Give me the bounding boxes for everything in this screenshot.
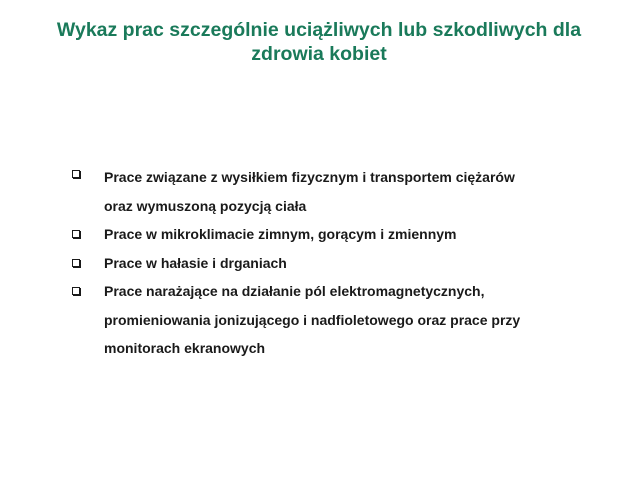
bullet-line: monitorach ekranowych	[104, 340, 266, 356]
bullet-item	[70, 249, 610, 278]
bullet-line: promieniowania jonizującego i nadfioletowego oraz prace przy	[104, 311, 521, 328]
slide-title	[20, 18, 618, 66]
square-bullet-icon	[72, 259, 80, 267]
bullet-item	[70, 277, 610, 363]
bullet-item	[70, 163, 610, 220]
square-bullet-icon	[72, 230, 80, 238]
bullet-line: oraz wymuszoną pozycją ciała	[104, 197, 307, 214]
bullet-line: Prace związane z wysiłkiem fizycznym i transportem ciężarów	[104, 169, 515, 185]
bullet-line: Prace narażające na działanie pól elektromagnetycznych,	[104, 283, 485, 299]
bullet-text	[104, 249, 610, 278]
bullet-line: Prace w hałasie i drganiach	[104, 254, 287, 271]
bullet-text	[104, 277, 610, 363]
bullet-list	[70, 170, 610, 363]
slide-title-line-1: Wykaz prac szczególnie uciążliwych lub szkodliwych dla	[56, 19, 582, 41]
square-bullet-icon	[72, 170, 80, 178]
bullet-item	[70, 220, 610, 249]
bullet-text	[104, 163, 610, 220]
bullet-line: Prace w mikroklimacie zimnym, gorącym i zmiennym	[104, 226, 457, 242]
slide-title-line-2: zdrowia kobiet	[251, 43, 387, 65]
bullet-text	[104, 220, 610, 249]
square-bullet-icon	[72, 287, 80, 295]
